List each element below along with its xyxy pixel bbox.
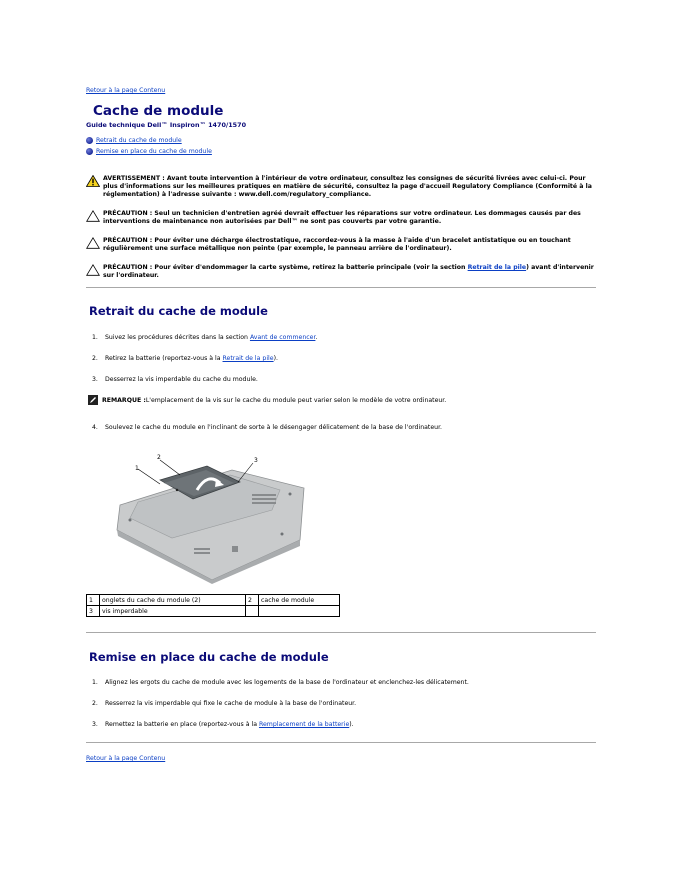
page-title: Cache de module xyxy=(93,103,224,119)
table-cell: 2 xyxy=(246,595,259,606)
section-divider xyxy=(86,742,596,743)
replace-step-1: 1. Alignez les ergots du cache de module avec les logements de la base de l'ordinateur et enclenchez-les délicatement. xyxy=(92,679,469,686)
table-row xyxy=(87,595,340,606)
caution-notice-2 xyxy=(86,237,596,253)
warning-text: AVERTISSEMENT : Avant toute intervention à l'intérieur de votre ordinateur, consultez les consignes de sécurité livrées avec celui-ci. Pour plus d'informations sur les meilleures pratiques en matière de sécurité, consultez la page d'accueil Regulatory Compliance (Conformité à la réglementation) à l'adresse suivante : www.dell.com/regulatory_compliance. xyxy=(103,175,592,198)
back-to-contents-link-bottom[interactable]: Retour à la page Contenu xyxy=(86,755,166,762)
module-cover-illustration xyxy=(112,450,312,585)
bullet-icon xyxy=(86,137,93,144)
table-cell: 1 xyxy=(87,595,100,606)
back-to-contents-link-top[interactable]: Retour à la page Contenu xyxy=(86,87,166,94)
note-label: REMARQUE : xyxy=(102,396,146,404)
table-row xyxy=(87,606,340,617)
table-cell: onglets du cache du module (2) xyxy=(100,595,246,606)
caution-text-1: PRÉCAUTION : Seul un technicien d'entretien agréé devrait effectuer les réparations sur votre ordinateur. Les dommages causés par des interventions de maintenance non autorisées par Dell™ ne sont pas couverts par votre garantie. xyxy=(103,210,581,225)
parts-legend-table xyxy=(86,594,340,617)
section-heading-removal: Retrait du cache de module xyxy=(89,304,268,318)
section-divider xyxy=(86,287,596,288)
removal-step-1: 1. Suivez les procédures décrites dans la section Avant de commencer. xyxy=(92,334,318,341)
toc-item-replace[interactable] xyxy=(86,148,212,155)
callout-1: 1 xyxy=(135,465,139,472)
toc-link-removal[interactable]: Retrait du cache de module xyxy=(96,137,182,144)
callout-3: 3 xyxy=(254,457,258,464)
caution-text-2: PRÉCAUTION : Pour éviter une décharge électrostatique, raccordez-vous à la masse à l'aide d'un bracelet antistatique ou en touchant régulièrement une surface métallique non peinte (par exemple, le panneau arrière de l'ordinateur). xyxy=(103,237,571,252)
pencil-note-icon xyxy=(88,395,98,405)
warning-notice xyxy=(86,175,596,199)
replace-step-3: 3. Remettez la batterie en place (reportez-vous à la Remplacement de la batterie). xyxy=(92,721,354,728)
section-divider xyxy=(86,632,596,633)
note-box xyxy=(88,395,446,405)
table-cell: 3 xyxy=(87,606,100,617)
table-cell xyxy=(259,606,340,617)
removal-step-3: 3. Desserrez la vis imperdable du cache du module. xyxy=(92,376,258,383)
replace-step-2: 2. Resserrez la vis imperdable qui fixe le cache de module à la base de l'ordinateur. xyxy=(92,700,357,707)
table-cell xyxy=(246,606,259,617)
before-you-begin-link[interactable]: Avant de commencer xyxy=(249,334,316,341)
caution-text-3: PRÉCAUTION : Pour éviter d'endommager la carte système, retirez la batterie principale (voir la section Retrait de la pile) avant d'intervenir sur l'ordinateur. xyxy=(103,264,594,279)
caution-icon xyxy=(86,237,100,249)
battery-removal-link[interactable]: Retrait de la pile xyxy=(467,264,527,271)
removal-step-4: 4. Soulevez le cache du module en l'inclinant de sorte à le désengager délicatement de la base de l'ordinateur. xyxy=(92,424,443,431)
toc-item-removal[interactable] xyxy=(86,137,182,144)
page-subtitle: Guide technique Dell™ Inspiron™ 1470/1570 xyxy=(86,121,247,129)
callout-2: 2 xyxy=(157,454,161,461)
table-cell: cache de module xyxy=(259,595,340,606)
warning-icon xyxy=(86,175,100,187)
table-cell: vis imperdable xyxy=(100,606,246,617)
battery-removal-link[interactable]: Retrait de la pile xyxy=(222,355,274,362)
toc-link-replace[interactable]: Remise en place du cache de module xyxy=(96,148,212,155)
caution-notice-3 xyxy=(86,264,596,280)
caution-icon xyxy=(86,210,100,222)
caution-icon xyxy=(86,264,100,276)
battery-replace-link[interactable]: Remplacement de la batterie xyxy=(258,721,350,728)
removal-step-2: 2. Retirez la batterie (reportez-vous à la Retrait de la pile). xyxy=(92,355,278,362)
section-heading-replace: Remise en place du cache de module xyxy=(89,650,329,664)
bullet-icon xyxy=(86,148,93,155)
caution-notice-1 xyxy=(86,210,596,226)
note-text: L'emplacement de la vis sur le cache du module peut varier selon le modèle de votre ordinateur. xyxy=(145,396,447,404)
